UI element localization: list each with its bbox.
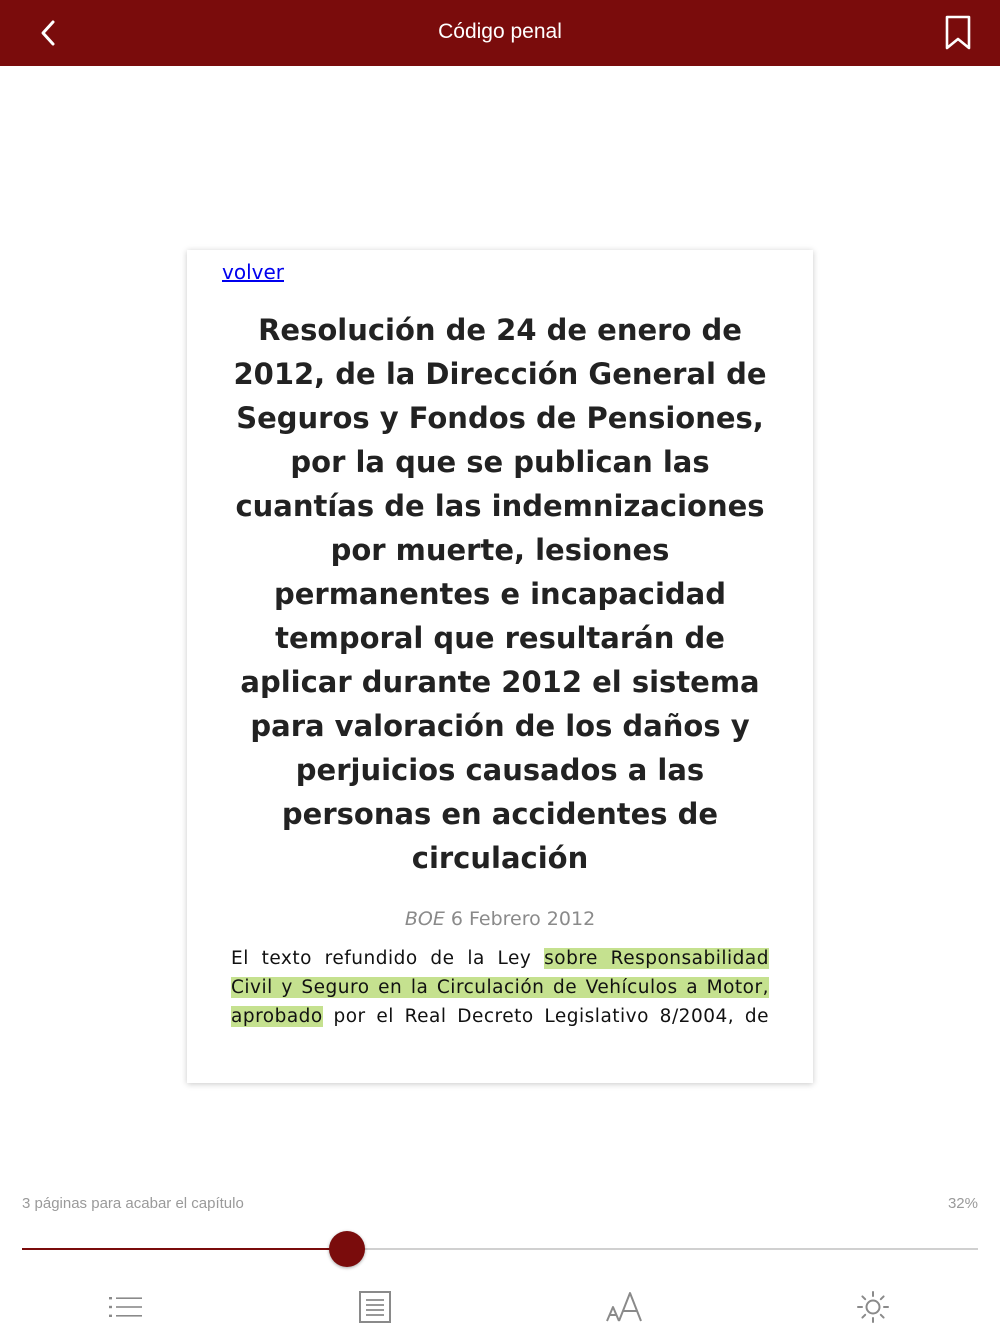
font-size-icon bbox=[605, 1291, 643, 1323]
source-date: 6 Febrero 2012 bbox=[450, 908, 596, 930]
page-title: Código penal bbox=[438, 20, 562, 43]
volver-link[interactable]: volver bbox=[222, 260, 284, 284]
brightness-icon bbox=[856, 1290, 890, 1324]
table-of-contents-button[interactable] bbox=[96, 1284, 156, 1330]
highlighted-text[interactable]: sobre Responsabilidad Civil y Seguro en la Circulación de Vehículos a Motor, aprobado bbox=[231, 948, 769, 1027]
top-navbar bbox=[0, 0, 1000, 66]
slider-fill bbox=[22, 1248, 347, 1250]
list-icon bbox=[108, 1294, 144, 1320]
document-title: Resolución de 24 de enero de 2012, de la Dirección General de Seguros y Fondos de Pensiones, por la que se publican las cuantías de las indemnizaciones por muerte, lesiones permanentes e incapacidad temporal que resultarán de aplicar durante 2012 el sistema para valoración de los daños y perjuicios causados a las personas en accidentes de circulación bbox=[233, 313, 767, 875]
document-source bbox=[187, 908, 813, 930]
page-icon bbox=[358, 1290, 392, 1324]
source-publication: BOE bbox=[404, 908, 445, 930]
slider-thumb[interactable] bbox=[329, 1231, 365, 1267]
chapter-remaining-text: 3 páginas para acabar el capítulo bbox=[22, 1195, 244, 1212]
body-text-start: El texto refundido de la Ley bbox=[231, 948, 545, 969]
bookmark-button[interactable] bbox=[938, 12, 978, 54]
page-view-button[interactable] bbox=[345, 1284, 405, 1330]
progress-percent: 32% bbox=[947, 1195, 978, 1212]
bottom-toolbar bbox=[0, 1284, 1000, 1334]
document-page bbox=[187, 250, 813, 1083]
reading-progress-slider[interactable] bbox=[22, 1230, 978, 1268]
font-size-button[interactable] bbox=[594, 1284, 654, 1330]
document-body bbox=[231, 944, 769, 1031]
bookmark-icon bbox=[944, 15, 972, 51]
body-text-end: por el Real Decreto Legislativo 8/2004, de bbox=[322, 1006, 769, 1027]
brightness-button[interactable] bbox=[843, 1284, 903, 1330]
